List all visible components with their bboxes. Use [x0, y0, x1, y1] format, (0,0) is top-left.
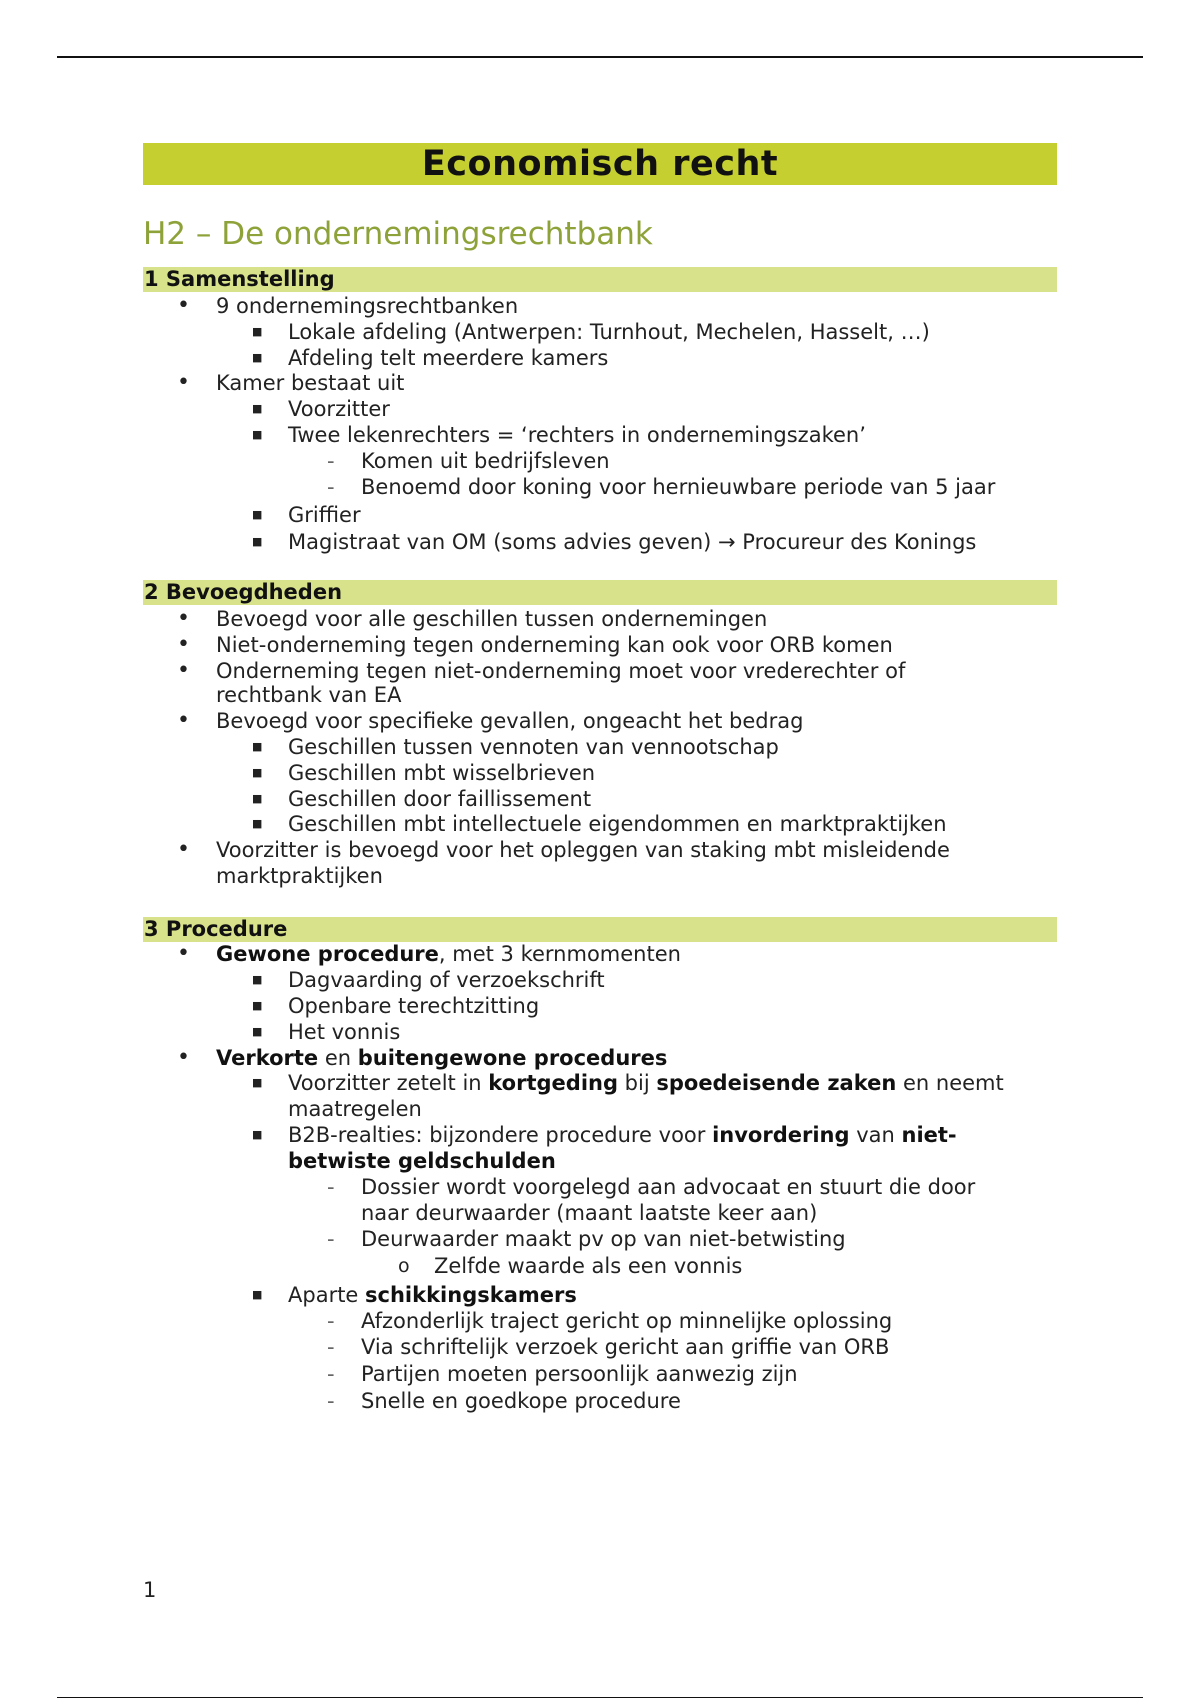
square-bullet-marker: ■: [252, 817, 263, 830]
square-bullet-marker: ■: [252, 766, 263, 779]
square-bullet-marker: ■: [252, 428, 263, 441]
list-item: Geschillen mbt wisselbrieven: [288, 761, 596, 785]
list-item: Voorzitter is bevoegd voor het opleggen van staking mbt misleidende: [216, 838, 950, 862]
list-item: Geschillen door faillissement: [288, 787, 592, 811]
dash-marker: -: [327, 475, 335, 499]
list-item-continuation: maatregelen: [288, 1097, 422, 1121]
list-item: Onderneming tegen niet-onderneming moet voor vrederechter of: [216, 659, 906, 683]
list-item-continuation: rechtbank van EA: [216, 683, 402, 707]
list-item: Niet-onderneming tegen onderneming kan ook voor ORB komen: [216, 633, 893, 657]
document-title: Economisch recht: [421, 144, 779, 184]
list-item: Twee lekenrechters = ‘rechters in ondernemingszaken’: [288, 423, 866, 447]
circle-marker: o: [398, 1255, 410, 1277]
square-bullet-marker: ■: [252, 1025, 263, 1038]
bullet-marker: •: [177, 632, 190, 657]
list-item-continuation: naar deurwaarder (maant laatste keer aan): [361, 1201, 818, 1225]
list-item: Openbare terechtzitting: [288, 994, 540, 1018]
footer-rule: [57, 1697, 1143, 1698]
list-item: Snelle en goedkope procedure: [361, 1389, 681, 1413]
list-item: Aparte schikkingskamers: [288, 1283, 577, 1307]
square-bullet-marker: ■: [252, 351, 263, 364]
list-item-continuation: marktpraktijken: [216, 864, 383, 888]
list-item: Geschillen tussen vennoten van vennootschap: [288, 735, 779, 759]
square-bullet-marker: ■: [252, 999, 263, 1012]
list-item: Partijen moeten persoonlijk aanwezig zijn: [361, 1362, 798, 1386]
dash-marker: -: [327, 1175, 335, 1199]
square-bullet-marker: ■: [252, 1128, 263, 1141]
bullet-marker: •: [177, 606, 190, 631]
square-bullet-marker: ■: [252, 508, 263, 521]
list-item: Zelfde waarde als een vonnis: [434, 1254, 743, 1278]
list-item-continuation: betwiste geldschulden: [288, 1149, 556, 1173]
dash-marker: -: [327, 1335, 335, 1359]
square-bullet-marker: ■: [252, 973, 263, 986]
bullet-marker: •: [177, 708, 190, 733]
square-bullet-marker: ■: [252, 402, 263, 415]
dash-marker: -: [327, 1362, 335, 1386]
list-item: Dagvaarding of verzoekschrift: [288, 968, 605, 992]
list-item: B2B-realties: bijzondere procedure voor invordering van niet-: [288, 1123, 957, 1147]
bullet-marker: •: [177, 658, 190, 683]
list-item: Lokale afdeling (Antwerpen: Turnhout, Mechelen, Hasselt, …): [288, 320, 930, 344]
section-heading-samenstelling: 1 Samenstelling: [143, 267, 1057, 292]
list-item: Via schriftelijk verzoek gericht aan griffie van ORB: [361, 1335, 890, 1359]
dash-marker: -: [327, 1389, 335, 1413]
list-item: Griffier: [288, 503, 361, 527]
list-item: Geschillen mbt intellectuele eigendommen en marktpraktijken: [288, 812, 947, 836]
square-bullet-marker: ■: [252, 325, 263, 338]
document-title-bar: [143, 143, 1057, 185]
list-item: Afdeling telt meerdere kamers: [288, 346, 609, 370]
square-bullet-marker: ■: [252, 1076, 263, 1089]
list-item: Komen uit bedrijfsleven: [361, 449, 610, 473]
dash-marker: -: [327, 1309, 335, 1333]
dash-marker: -: [327, 449, 335, 473]
list-item: Deurwaarder maakt pv op van niet-betwisting: [361, 1227, 846, 1251]
list-item: Bevoegd voor specifieke gevallen, ongeacht het bedrag: [216, 709, 804, 733]
list-item: Bevoegd voor alle geschillen tussen ondernemingen: [216, 607, 768, 631]
square-bullet-marker: ■: [252, 535, 263, 548]
bullet-marker: •: [177, 837, 190, 862]
list-item: Voorzitter: [288, 397, 390, 421]
list-item: Verkorte en buitengewone procedures: [216, 1046, 668, 1070]
square-bullet-marker: ■: [252, 792, 263, 805]
list-item: 9 ondernemingsrechtbanken: [216, 294, 519, 318]
list-item: Afzonderlijk traject gericht op minnelijke oplossing: [361, 1309, 893, 1333]
section-heading-bevoegdheden: 2 Bevoegdheden: [143, 580, 1057, 605]
list-item: Gewone procedure, met 3 kernmomenten: [216, 942, 681, 966]
header-rule: [57, 56, 1143, 58]
square-bullet-marker: ■: [252, 1288, 263, 1301]
bullet-marker: •: [177, 1045, 190, 1070]
list-item: Magistraat van OM (soms advies geven) → Procureur des Konings: [288, 530, 977, 554]
list-item: Dossier wordt voorgelegd aan advocaat en stuurt die door: [361, 1175, 976, 1199]
bullet-marker: •: [177, 941, 190, 966]
chapter-heading: H2 – De ondernemingsrechtbank: [143, 216, 653, 252]
section-heading-procedure: 3 Procedure: [143, 917, 1057, 942]
dash-marker: -: [327, 1227, 335, 1251]
list-item: Kamer bestaat uit: [216, 371, 405, 395]
square-bullet-marker: ■: [252, 740, 263, 753]
list-item: Voorzitter zetelt in kortgeding bij spoedeisende zaken en neemt: [288, 1071, 1004, 1095]
list-item: Benoemd door koning voor hernieuwbare periode van 5 jaar: [361, 475, 996, 499]
list-item: Het vonnis: [288, 1020, 401, 1044]
page-number: 1: [143, 1578, 157, 1602]
bullet-marker: •: [177, 293, 190, 318]
bullet-marker: •: [177, 370, 190, 395]
